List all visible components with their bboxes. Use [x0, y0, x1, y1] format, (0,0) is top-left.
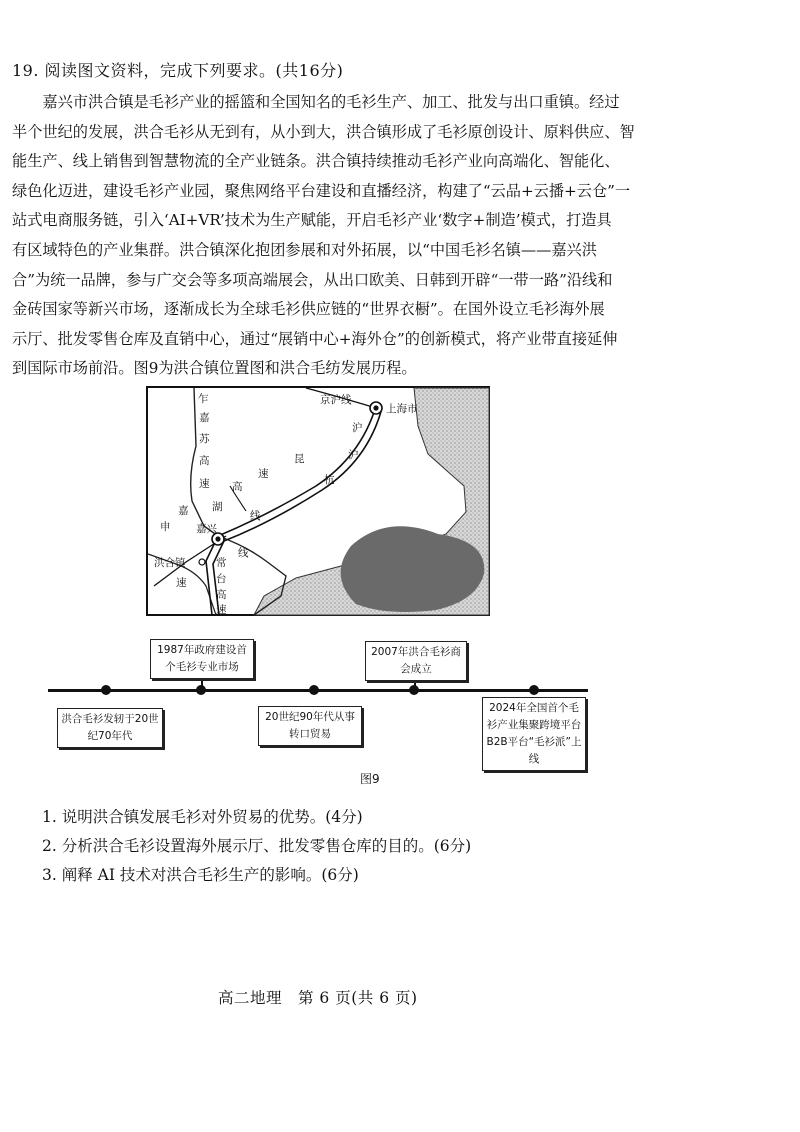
paragraph-line: 嘉兴市洪合镇是毛衫产业的摇篮和全国知名的毛衫生产、加工、批发与出口重镇。经过 — [12, 93, 620, 111]
timeline-event-2007: 2007年洪合毛衫商会成立 — [365, 641, 467, 681]
question-heading: 19. 阅读图文资料，完成下列要求。(共16分) — [12, 61, 344, 80]
timeline-dot — [101, 685, 111, 695]
changtai-label: 台 — [216, 573, 227, 585]
xian-label: 线 — [238, 547, 249, 559]
timeline-dot — [409, 685, 419, 695]
xian-label: 线 — [250, 510, 261, 522]
su-label: 乍 — [198, 393, 209, 405]
timeline-dot — [309, 685, 319, 695]
su-label: 高 — [199, 455, 210, 467]
shanghai-label: 上海市 — [386, 403, 418, 415]
changtai-label: 高 — [216, 589, 227, 601]
changtai-label: 常 — [216, 557, 227, 569]
timeline-event-1990s: 20世纪90年代从事转口贸易 — [258, 706, 362, 746]
paragraph-line: 到国际市场前沿。图9为洪合镇位置图和洪合毛纺发展历程。 — [12, 359, 417, 378]
hu-label: 沪 — [348, 449, 359, 461]
paragraph-line: 有区域特色的产业集群。洪合镇深化抱团参展和对外拓展，以“中国毛衫名镇——嘉兴洪 — [12, 240, 597, 259]
shen-jia-label: 嘉 — [178, 505, 189, 517]
su-label: 苏 — [199, 433, 210, 445]
question-paragraph — [12, 88, 642, 384]
hu-label: 沪 — [352, 422, 363, 434]
paragraph-line: 站式电商服务链，引入‘AI+VR’技术为生产赋能，开启毛衫产业‘数字+制造’模式，打造具 — [12, 211, 612, 230]
paragraph-line: 示厅、批发零售仓库及直销中心，通过“展销中心+海外仓”的创新模式，将产业带直接延伸 — [12, 329, 618, 348]
timeline-dot — [529, 685, 539, 695]
paragraph-line: 能生产、线上销售到智慧物流的全产业链条。洪合镇持续推动毛衫产业向高端化、智能化、 — [12, 152, 620, 171]
timeline-dot — [196, 685, 206, 695]
honghe-label: 洪合镇 — [154, 557, 186, 569]
jinghu-line-label: 京沪线 — [320, 394, 352, 406]
hu-expressway-label: 速 — [258, 468, 269, 480]
timeline-event-1987: 1987年政府建设首个毛衫专业市场 — [150, 639, 254, 679]
paragraph-line: 合”为统一品牌，参与广交会等多项高端展会，从出口欧美、日韩到开辟“一带一路”沿线和 — [12, 270, 613, 289]
su-label: 嘉 — [199, 412, 210, 424]
paragraph-line: 金砖国家等新兴市场，逐渐成长为全球毛衫供应链的“世界衣橱”。在国外设立毛衫海外展 — [12, 300, 605, 319]
paragraph-line: 半个世纪的发展，洪合毛衫从无到有，从小到大，洪合镇形成了毛衫原创设计、原料供应、智 — [12, 122, 635, 141]
timeline-event-2024: 2024年全国首个毛衫产业集聚跨境平台B2B平台“毛衫派”上线 — [482, 697, 586, 771]
honghe-marker — [199, 559, 205, 565]
su-bottom-label: 速 — [176, 577, 187, 589]
hu-expressway-label: 高 — [232, 481, 243, 493]
page-footer: 高二地理 第 6 页(共 6 页) — [218, 989, 418, 1007]
timeline-event-1970s: 洪合毛衫发轫于20世纪70年代 — [57, 708, 163, 748]
sub-question-2: 2. 分析洪合毛衫设置海外展示厅、批发零售仓库的目的。(6分) — [42, 837, 472, 855]
su-label: 速 — [199, 478, 210, 490]
kun-label: 昆 — [294, 453, 305, 465]
shen-jia-label: 申 — [160, 521, 171, 533]
changtai-label: 速 — [216, 604, 227, 616]
figure-caption: 图9 — [360, 772, 380, 786]
jiaxing-label: 嘉兴 — [196, 523, 217, 535]
hang-label: 杭 — [324, 474, 335, 486]
sub-question-1: 1. 说明洪合镇发展毛衫对外贸易的优势。(4分) — [42, 808, 363, 826]
location-map — [146, 386, 490, 616]
paragraph-line: 绿色化迈进，建设毛衫产业园，聚焦网络平台建设和直播经济，构建了“云品+云播+云仓”一 — [12, 181, 631, 200]
sub-question-3: 3. 阐释 AI 技术对洪合毛衫生产的影响。(6分) — [42, 866, 359, 884]
hu-expressway-label: 湖 — [212, 501, 223, 513]
